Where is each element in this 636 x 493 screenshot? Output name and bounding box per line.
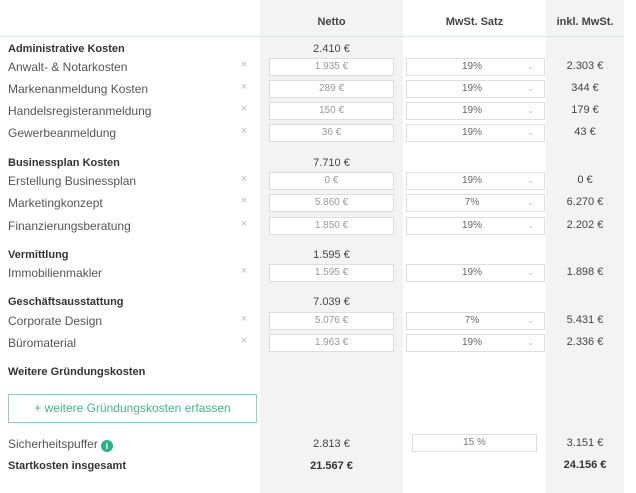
cost-label: Gewerbeanmeldung bbox=[8, 126, 117, 140]
section-header bbox=[0, 361, 636, 383]
section-sum: 1.595 € bbox=[313, 249, 350, 261]
mwst-value: 19% bbox=[461, 83, 482, 94]
inkl-value: 344 € bbox=[571, 82, 599, 94]
cost-label: Büromaterial bbox=[8, 336, 77, 350]
mwst-value: 19% bbox=[461, 220, 482, 231]
chevron-down-icon: ⌄ bbox=[527, 316, 534, 325]
header-mwst: MwSt. Satz bbox=[445, 16, 504, 28]
header-inkl: inkl. MwSt. bbox=[556, 16, 614, 28]
netto-input[interactable]: 150 € bbox=[269, 102, 394, 120]
cost-label: Corporate Design bbox=[8, 314, 103, 328]
add-cost-button[interactable]: + weitere Gründungskosten erfassen bbox=[8, 394, 257, 423]
mwst-value: 19% bbox=[461, 127, 482, 138]
mwst-select[interactable] bbox=[406, 172, 545, 190]
mwst-select[interactable] bbox=[406, 58, 545, 76]
total-netto: 21.567 € bbox=[310, 460, 353, 472]
netto-input[interactable]: 5.076 € bbox=[269, 312, 394, 330]
mwst-select[interactable] bbox=[406, 80, 545, 98]
cost-row bbox=[0, 78, 636, 100]
netto-input[interactable]: 1.595 € bbox=[269, 264, 394, 282]
inkl-value: 1.898 € bbox=[566, 266, 604, 278]
inkl-value: 2.303 € bbox=[566, 60, 604, 72]
chevron-down-icon: ⌄ bbox=[527, 338, 534, 347]
chevron-down-icon: ⌄ bbox=[527, 176, 534, 185]
section-sum: 7.710 € bbox=[313, 157, 350, 169]
remove-icon[interactable]: × bbox=[241, 265, 248, 277]
cost-label: Immobilienmakler bbox=[8, 266, 103, 280]
inkl-value: 2.336 € bbox=[566, 336, 604, 348]
remove-icon[interactable]: × bbox=[241, 125, 248, 137]
section-sum: 7.039 € bbox=[313, 296, 350, 308]
remove-icon[interactable]: × bbox=[241, 81, 248, 93]
mwst-select[interactable] bbox=[406, 217, 545, 235]
inkl-value: 0 € bbox=[577, 174, 593, 186]
inkl-value: 179 € bbox=[571, 104, 599, 116]
mwst-select[interactable] bbox=[406, 312, 545, 330]
mwst-select[interactable] bbox=[406, 124, 545, 142]
chevron-down-icon: ⌄ bbox=[527, 221, 534, 230]
cost-row bbox=[0, 100, 636, 122]
mwst-value: 7% bbox=[464, 197, 480, 208]
netto-input[interactable]: 289 € bbox=[269, 80, 394, 98]
section-title: Geschäftsausstattung bbox=[8, 296, 124, 308]
cost-row bbox=[0, 192, 636, 214]
netto-input[interactable]: 0 € bbox=[269, 172, 394, 190]
puffer-rate-input[interactable]: 15 % bbox=[412, 434, 537, 452]
cost-row bbox=[0, 170, 636, 192]
chevron-down-icon: ⌄ bbox=[527, 198, 534, 207]
inkl-value: 5.431 € bbox=[566, 314, 604, 326]
total-row bbox=[0, 455, 636, 477]
section-title: Administrative Kosten bbox=[8, 43, 125, 55]
cost-label: Erstellung Businessplan bbox=[8, 174, 137, 188]
remove-icon[interactable]: × bbox=[241, 313, 248, 325]
total-inkl: 24.156 € bbox=[563, 459, 607, 471]
cost-row bbox=[0, 310, 636, 332]
cost-row bbox=[0, 122, 636, 144]
chevron-down-icon: ⌄ bbox=[527, 84, 534, 93]
chevron-down-icon: ⌄ bbox=[527, 268, 534, 277]
puffer-label bbox=[8, 437, 113, 452]
puffer-inkl: 3.151 € bbox=[566, 437, 604, 449]
cost-label: Marketingkonzept bbox=[8, 196, 103, 210]
mwst-value: 7% bbox=[464, 315, 480, 326]
info-icon[interactable]: i bbox=[101, 440, 113, 452]
section-title: Vermittlung bbox=[8, 249, 69, 261]
remove-icon[interactable]: × bbox=[241, 59, 248, 71]
chevron-down-icon: ⌄ bbox=[527, 106, 534, 115]
mwst-value: 19% bbox=[461, 175, 482, 186]
netto-input[interactable]: 36 € bbox=[269, 124, 394, 142]
mwst-value: 19% bbox=[461, 105, 482, 116]
total-label: Startkosten insgesamt bbox=[8, 460, 126, 472]
chevron-down-icon: ⌄ bbox=[527, 62, 534, 71]
mwst-value: 19% bbox=[461, 267, 482, 278]
netto-input[interactable]: 1.963 € bbox=[269, 334, 394, 352]
inkl-value: 43 € bbox=[574, 126, 596, 138]
netto-input[interactable]: 5.860 € bbox=[269, 194, 394, 212]
remove-icon[interactable]: × bbox=[241, 103, 248, 115]
mwst-value: 19% bbox=[461, 61, 482, 72]
cost-label: Handelsregisteranmeldung bbox=[8, 104, 152, 118]
cost-row bbox=[0, 215, 636, 237]
mwst-select[interactable] bbox=[406, 264, 545, 282]
remove-icon[interactable]: × bbox=[241, 335, 248, 347]
inkl-value: 6.270 € bbox=[566, 196, 604, 208]
netto-input[interactable]: 1.935 € bbox=[269, 58, 394, 76]
remove-icon[interactable]: × bbox=[241, 218, 248, 230]
mwst-value: 19% bbox=[461, 337, 482, 348]
remove-icon[interactable]: × bbox=[241, 195, 248, 207]
remove-icon[interactable]: × bbox=[241, 173, 248, 185]
chevron-down-icon: ⌄ bbox=[527, 128, 534, 137]
cost-row bbox=[0, 56, 636, 78]
section-sum: 2.410 € bbox=[313, 43, 350, 55]
header-divider bbox=[0, 36, 624, 37]
cost-label: Markenanmeldung Kosten bbox=[8, 82, 149, 96]
puffer-label-text: Sicherheitspuffer bbox=[8, 437, 98, 451]
header-netto: Netto bbox=[317, 16, 346, 28]
mwst-select[interactable] bbox=[406, 334, 545, 352]
mwst-select[interactable] bbox=[406, 194, 545, 212]
mwst-select[interactable] bbox=[406, 102, 545, 120]
section-title: Weitere Gründungskosten bbox=[8, 366, 146, 378]
cost-row bbox=[0, 332, 636, 354]
cost-label: Anwalt- & Notarkosten bbox=[8, 60, 128, 74]
puffer-netto: 2.813 € bbox=[313, 438, 350, 450]
section-title: Businessplan Kosten bbox=[8, 157, 120, 169]
cost-label: Finanzierungsberatung bbox=[8, 219, 131, 233]
cost-row bbox=[0, 262, 636, 284]
netto-input[interactable]: 1.850 € bbox=[269, 217, 394, 235]
inkl-value: 2.202 € bbox=[566, 219, 604, 231]
puffer-row bbox=[0, 433, 636, 455]
